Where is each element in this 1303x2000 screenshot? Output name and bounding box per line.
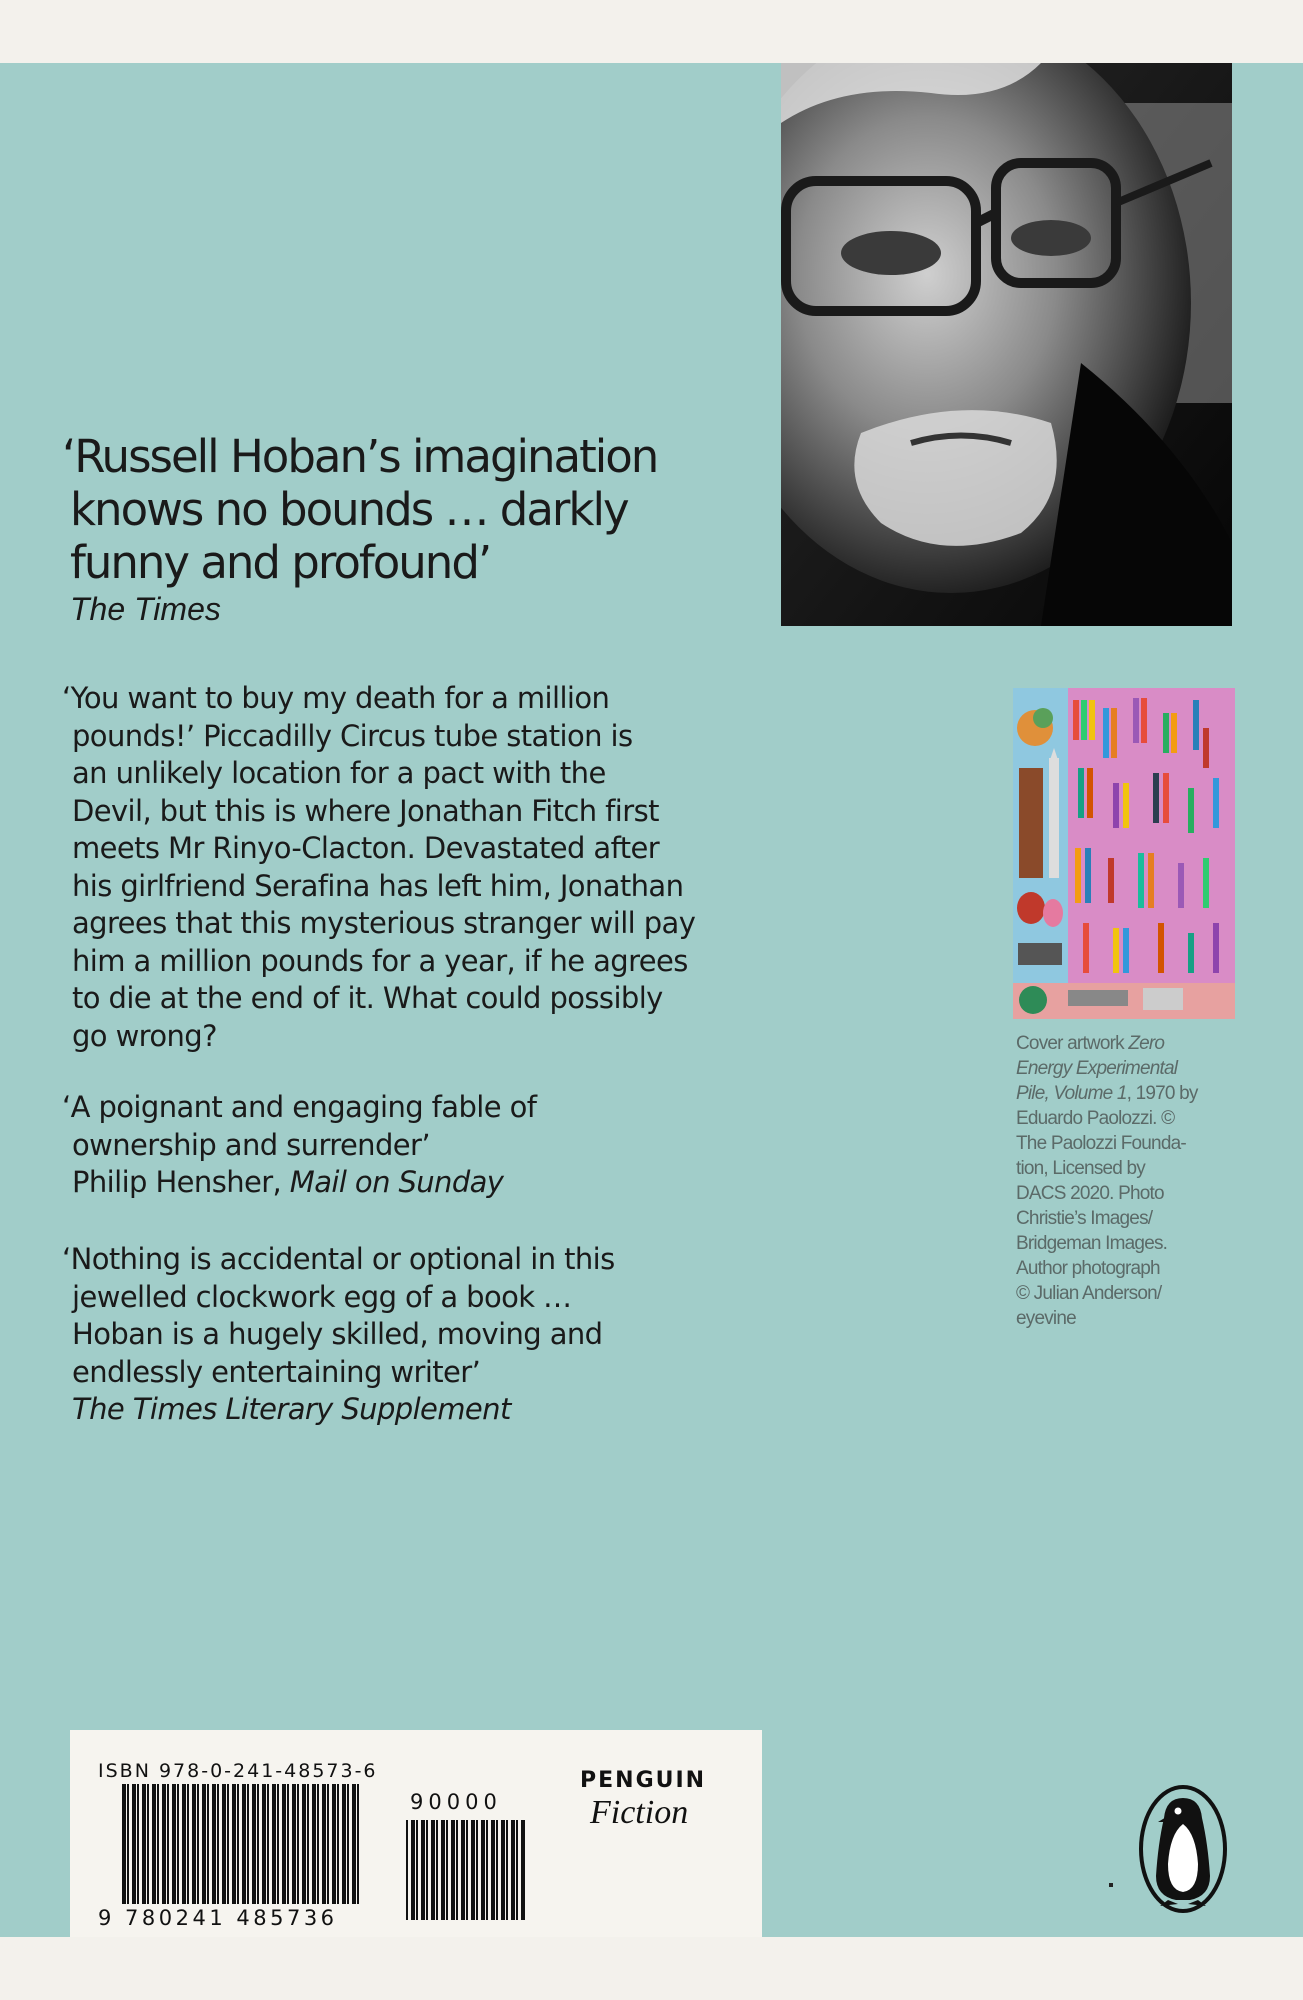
credit-line: Author photograph xyxy=(1016,1258,1160,1279)
barcode-bar xyxy=(202,1784,206,1904)
author-photograph xyxy=(781,63,1232,626)
credit-line xyxy=(1016,1056,1246,1081)
barcode-bar xyxy=(347,1784,349,1904)
dot-mark xyxy=(1109,1883,1113,1887)
credit-line: eyevine xyxy=(1016,1308,1076,1329)
barcode-bar xyxy=(441,1820,445,1920)
artwork-title: Zero xyxy=(1128,1033,1165,1054)
cover-credits xyxy=(1016,1031,1246,1331)
barcode-bar xyxy=(307,1784,309,1904)
barcode-bar xyxy=(187,1784,189,1904)
publication-name: Mail on Sunday xyxy=(289,1165,504,1199)
barcode-bar xyxy=(481,1820,485,1920)
barcode-bar xyxy=(501,1820,505,1920)
headline-attribution: The Times xyxy=(70,591,221,627)
credit-line xyxy=(1016,1031,1246,1056)
back-cover xyxy=(0,63,1303,1937)
review-quote-hensher xyxy=(62,1089,782,1202)
barcode-bar xyxy=(192,1784,196,1904)
barcode-bar xyxy=(257,1784,259,1904)
barcode-bar xyxy=(122,1784,126,1904)
barcode-bar xyxy=(506,1820,508,1920)
quote-line: Hoban is a hugely skilled, moving and xyxy=(72,1317,603,1351)
synopsis-line: him a million pounds for a year, if he agrees xyxy=(72,943,688,978)
barcode-bar xyxy=(182,1784,186,1904)
credit-line: Eduardo Paolozzi. © xyxy=(1016,1108,1175,1129)
imprint-name: PENGUIN xyxy=(580,1768,707,1793)
barcode-bar xyxy=(451,1820,455,1920)
barcode-bar xyxy=(292,1784,296,1904)
barcode-bar xyxy=(167,1784,169,1904)
author-portrait-image xyxy=(781,63,1232,626)
barcode-bar xyxy=(127,1784,129,1904)
barcode-bar xyxy=(177,1784,179,1904)
barcode-bar xyxy=(466,1820,468,1920)
barcode-bar xyxy=(252,1784,256,1904)
barcode-bar xyxy=(282,1784,286,1904)
barcode-bar xyxy=(327,1784,329,1904)
barcode-bar xyxy=(406,1820,408,1920)
barcode-bar xyxy=(137,1784,139,1904)
barcode-bar xyxy=(242,1784,246,1904)
addon-barcode xyxy=(406,1820,530,1920)
barcode-bar xyxy=(132,1784,136,1904)
barcode-bar xyxy=(516,1820,518,1920)
barcode-bar xyxy=(411,1820,415,1920)
barcode-bar xyxy=(142,1784,146,1904)
barcode-bar xyxy=(272,1784,276,1904)
credit-line xyxy=(1016,1081,1246,1106)
credit-line: The Paolozzi Founda- xyxy=(1016,1133,1186,1154)
ean-barcode xyxy=(122,1784,442,1904)
barcode-bar xyxy=(416,1820,418,1920)
barcode-bar xyxy=(267,1784,269,1904)
barcode-bar xyxy=(262,1784,266,1904)
synopsis-line: meets Mr Rinyo-Clacton. Devastated after xyxy=(72,831,660,865)
quote-line: endlessly entertaining writer’ xyxy=(72,1354,481,1389)
quote-line: ownership and surrender’ xyxy=(72,1127,430,1162)
credit-line: Christie’s Images/ xyxy=(1016,1208,1153,1229)
barcode-bar xyxy=(332,1784,336,1904)
barcode-bar xyxy=(297,1784,299,1904)
barcode-bar xyxy=(431,1820,435,1920)
barcode-bar xyxy=(496,1820,498,1920)
reviewer-name: Philip Hensher, xyxy=(72,1165,290,1199)
barcode-bar xyxy=(217,1784,219,1904)
barcode-bar xyxy=(287,1784,289,1904)
barcode-bar xyxy=(491,1820,495,1920)
barcode-bar xyxy=(486,1820,488,1920)
barcode-bar xyxy=(162,1784,166,1904)
barcode-bar xyxy=(342,1784,346,1904)
synopsis xyxy=(62,680,782,1055)
barcode-bar xyxy=(277,1784,279,1904)
barcode-bar xyxy=(172,1784,176,1904)
penguin-logo-icon xyxy=(1138,1784,1228,1914)
barcode-bar xyxy=(436,1820,438,1920)
barcode-bar xyxy=(421,1820,425,1920)
synopsis-line: go wrong? xyxy=(72,1018,217,1053)
barcode-bar xyxy=(247,1784,249,1904)
isbn-label: ISBN 978-0-241-48573-6 xyxy=(98,1760,378,1782)
credit-line: DACS 2020. Photo xyxy=(1016,1183,1164,1204)
synopsis-line: pounds!’ Piccadilly Circus tube station is xyxy=(72,718,633,753)
barcode-bar xyxy=(476,1820,478,1920)
credit-text: Cover artwork xyxy=(1016,1033,1129,1054)
barcode-bar xyxy=(357,1784,359,1904)
synopsis-line: an unlikely location for a pact with the xyxy=(72,756,606,790)
barcode-bar xyxy=(232,1784,236,1904)
credit-line: Bridgeman Images. xyxy=(1016,1233,1168,1254)
credit-line: tion, Licensed by xyxy=(1016,1158,1145,1179)
synopsis-line: his girlfriend Serafina has left him, Jonathan xyxy=(72,868,684,903)
barcode-bar xyxy=(426,1820,428,1920)
barcode-bar xyxy=(322,1784,326,1904)
quote-attribution xyxy=(62,1164,782,1202)
barcode-bar xyxy=(471,1820,475,1920)
cover-artwork-thumbnail xyxy=(1013,688,1235,1019)
credit-text: , 1970 by xyxy=(1126,1083,1198,1104)
headline-line: funny and profound’ xyxy=(70,536,491,589)
barcode-bar xyxy=(147,1784,149,1904)
barcode-bar xyxy=(237,1784,239,1904)
barcode-bar xyxy=(312,1784,316,1904)
barcode-bar xyxy=(521,1820,525,1920)
credit-line: © Julian Anderson/ xyxy=(1016,1283,1162,1304)
quote-line: ‘A poignant and engaging fable of xyxy=(62,1090,537,1124)
synopsis-line: Devil, but this is where Jonathan Fitch first xyxy=(72,793,659,828)
synopsis-line: ‘You want to buy my death for a million xyxy=(62,681,610,715)
barcode-bar xyxy=(302,1784,306,1904)
headline-line: ‘Russell Hoban’s imagination xyxy=(62,430,658,483)
barcode-bar xyxy=(207,1784,209,1904)
barcode-bar xyxy=(197,1784,199,1904)
review-quote-tls xyxy=(62,1241,782,1429)
barcode-bar xyxy=(227,1784,229,1904)
barcode-bar xyxy=(337,1784,339,1904)
synopsis-line: agrees that this mysterious stranger will pay xyxy=(72,906,696,940)
barcode-bar xyxy=(352,1784,356,1904)
addon-digits: 90000 xyxy=(410,1790,502,1814)
artwork-title: Pile, Volume 1 xyxy=(1016,1083,1127,1104)
barcode-bar xyxy=(461,1820,465,1920)
barcode-bar xyxy=(222,1784,226,1904)
artwork-title: Energy Experimental xyxy=(1016,1058,1178,1079)
barcode-bar xyxy=(446,1820,448,1920)
barcode-bar xyxy=(157,1784,159,1904)
imprint-category: Fiction xyxy=(590,1794,689,1831)
barcode-panel xyxy=(70,1730,762,1937)
barcode-bar xyxy=(317,1784,319,1904)
quote-line: ‘Nothing is accidental or optional in this xyxy=(62,1242,615,1276)
barcode-digits: 9 780241 485736 xyxy=(98,1906,338,1930)
headline-line: knows no bounds … darkly xyxy=(70,483,628,536)
quote-line: jewelled clockwork egg of a book … xyxy=(72,1279,572,1314)
publication-name: The Times Literary Supplement xyxy=(72,1392,511,1426)
barcode-bar xyxy=(152,1784,156,1904)
synopsis-line: to die at the end of it. What could possibly xyxy=(72,981,663,1015)
barcode-bar xyxy=(511,1820,515,1920)
collage-artwork-image xyxy=(1013,688,1235,1019)
barcode-bar xyxy=(456,1820,458,1920)
headline-quote xyxy=(62,430,762,629)
barcode-bar xyxy=(212,1784,216,1904)
quote-attribution xyxy=(62,1391,782,1429)
